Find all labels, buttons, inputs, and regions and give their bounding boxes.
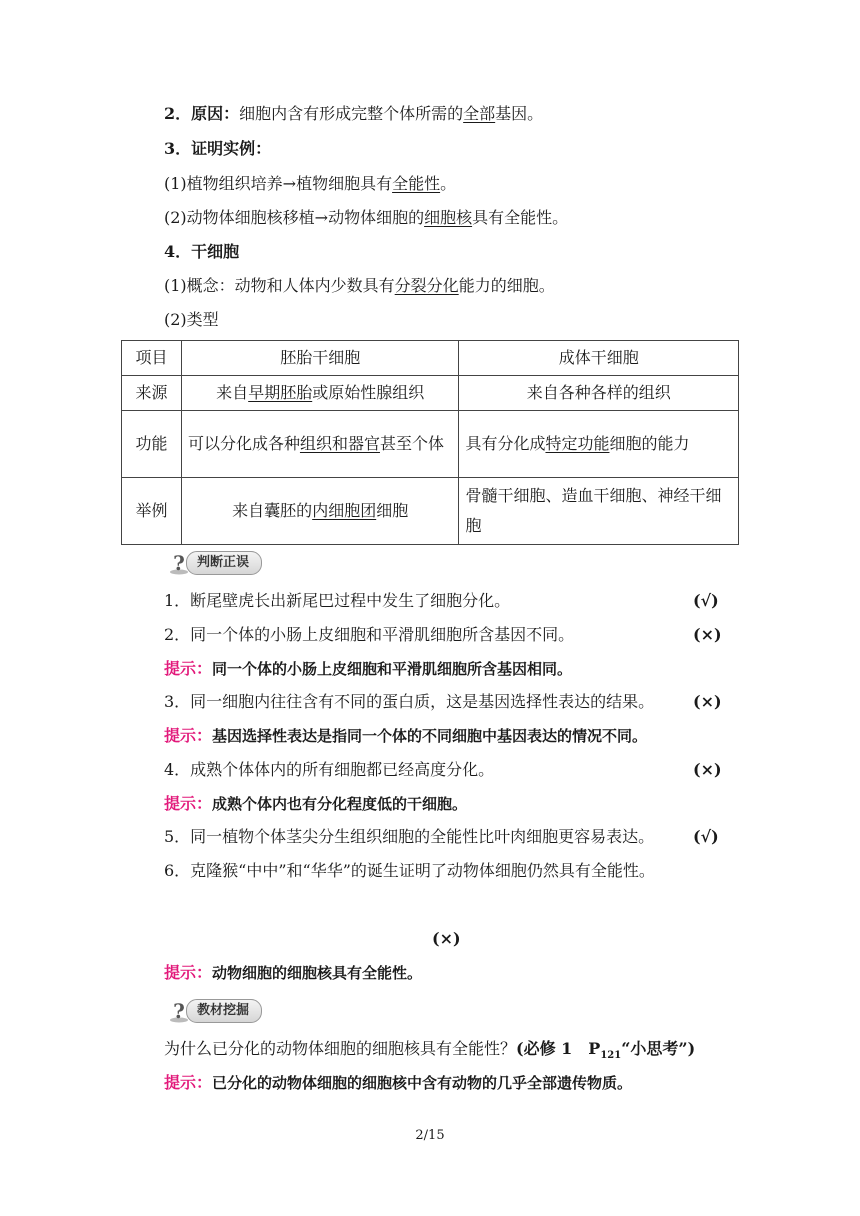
hint-label: 提示： — [164, 794, 213, 813]
judgment-mark: (√) — [693, 591, 719, 610]
table-cell: 骨髓干细胞、造血干细胞、神经干细胞 — [459, 478, 739, 545]
textbook-question — [164, 1038, 695, 1067]
reference-tail: “小思考”) — [621, 1039, 696, 1058]
row-label: 功能 — [122, 411, 182, 478]
cell-underlined: 组织和器官 — [299, 434, 380, 453]
concept-underlined: 分裂分化 — [394, 276, 459, 295]
cell-underlined: 早期胚胎 — [248, 383, 313, 402]
table-row-source — [122, 376, 739, 411]
cell-text: 甚至个体 — [379, 434, 444, 453]
evidence-plant — [164, 173, 456, 195]
judgment-item: 6．克隆猴“中中”和“华华”的诞生证明了动物体细胞仍然具有全能性。 — [164, 861, 655, 880]
hint-text: 同一个体的小肠上皮细胞和平滑肌细胞所含基因相同。 — [212, 660, 573, 678]
evidence-animal-tail: 具有全能性。 — [472, 208, 569, 227]
table-header-row — [122, 341, 739, 376]
cell-text: 具有分化成 — [465, 434, 546, 453]
table-header-cell: 胚胎干细胞 — [181, 341, 459, 376]
table-row-example — [122, 478, 739, 545]
badge-label: 判断正误 — [186, 551, 262, 575]
row-label: 来源 — [122, 376, 182, 411]
judgment-mark: (×) — [693, 760, 722, 779]
reason-line — [164, 103, 543, 125]
judgment-mark: (×) — [432, 929, 461, 948]
hint-line — [164, 962, 422, 984]
judgment-item: 5．同一植物个体茎尖分生组织细胞的全能性比叶肉细胞更容易表达。 — [164, 827, 655, 846]
table-cell — [459, 411, 739, 478]
concept-text: (1)概念：动物和人体内少数具有 — [164, 276, 395, 295]
table-header-cell: 项目 — [122, 341, 182, 376]
reason-underlined: 全部 — [463, 104, 496, 123]
hint-line — [164, 1072, 632, 1094]
table-row-function — [122, 411, 739, 478]
reason-label: 2．原因： — [164, 104, 240, 123]
reference-text: (必修 1 P — [516, 1039, 601, 1058]
hint-text: 基因选择性表达是指同一个体的不同细胞中基因表达的情况不同。 — [212, 727, 648, 745]
cell-text: 来自囊胚的 — [232, 501, 313, 520]
stem-cell-heading: 4．干细胞 — [164, 242, 240, 261]
reference-page: 121 — [600, 1050, 622, 1062]
hint-text: 动物细胞的细胞核具有全能性。 — [212, 964, 423, 982]
svg-text:?: ? — [173, 999, 185, 1023]
evidence-heading: 3．证明实例： — [164, 139, 272, 158]
evidence-animal — [164, 207, 568, 229]
hint-text: 已分化的动物体细胞的细胞核中含有动物的几乎全部遗传物质。 — [212, 1074, 633, 1092]
textbook-badge — [168, 996, 262, 1026]
stem-cell-types-table — [121, 340, 739, 545]
hint-label: 提示： — [164, 726, 213, 745]
types-label: (2)类型 — [164, 310, 219, 329]
judgment-mark: (×) — [693, 692, 722, 711]
evidence-animal-text: (2)动物体细胞核移植→动物体细胞的 — [164, 208, 425, 227]
table-cell — [181, 376, 459, 411]
judge-badge — [168, 548, 262, 578]
badge-label: 教材挖掘 — [186, 999, 262, 1023]
table-header-cell: 成体干细胞 — [459, 341, 739, 376]
hint-label: 提示： — [164, 1073, 213, 1092]
judgment-item: 1．断尾壁虎长出新尾巴过程中发生了细胞分化。 — [164, 591, 511, 610]
judgment-item: 2．同一个体的小肠上皮细胞和平滑肌细胞所含基因不同。 — [164, 625, 575, 644]
judgment-item: 4．成熟个体体内的所有细胞都已经高度分化。 — [164, 760, 495, 779]
concept-tail: 能力的细胞。 — [458, 276, 555, 295]
judgment-item: 3．同一细胞内往往含有不同的蛋白质，这是基因选择性表达的结果。 — [164, 692, 655, 711]
reason-tail: 基因。 — [495, 104, 544, 123]
question-text: 为什么已分化的动物体细胞的细胞核具有全能性？ — [164, 1039, 517, 1058]
judgment-mark: (√) — [693, 827, 719, 846]
row-label: 举例 — [122, 478, 182, 545]
evidence-plant-underlined: 全能性 — [392, 174, 441, 193]
cell-text: 可以分化成各种 — [187, 434, 300, 453]
table-cell: 来自各种各样的组织 — [459, 376, 739, 411]
hint-line — [164, 658, 572, 680]
reason-text: 细胞内含有形成完整个体所需的 — [239, 104, 464, 123]
cell-text: 细胞的能力 — [609, 434, 690, 453]
hint-line — [164, 793, 467, 815]
evidence-plant-tail: 。 — [440, 174, 457, 193]
judgment-mark: (×) — [693, 625, 722, 644]
stem-cell-concept — [164, 275, 555, 297]
evidence-animal-underlined: 细胞核 — [424, 208, 473, 227]
question-reference — [516, 1039, 696, 1062]
hint-label: 提示： — [164, 963, 213, 982]
cell-text: 细胞 — [376, 501, 409, 520]
cell-text: 或原始性腺组织 — [312, 383, 425, 402]
svg-text:?: ? — [173, 551, 185, 575]
hint-label: 提示： — [164, 659, 213, 678]
page-number: 2/15 — [415, 1128, 445, 1143]
cell-text: 来自 — [216, 383, 249, 402]
cell-underlined: 内细胞团 — [312, 501, 377, 520]
evidence-plant-text: (1)植物组织培养→植物细胞具有 — [164, 174, 393, 193]
table-cell — [181, 411, 459, 478]
table-cell — [181, 478, 459, 545]
cell-underlined: 特定功能 — [545, 434, 610, 453]
hint-text: 成熟个体内也有分化程度低的干细胞。 — [212, 795, 468, 813]
hint-line — [164, 725, 647, 747]
